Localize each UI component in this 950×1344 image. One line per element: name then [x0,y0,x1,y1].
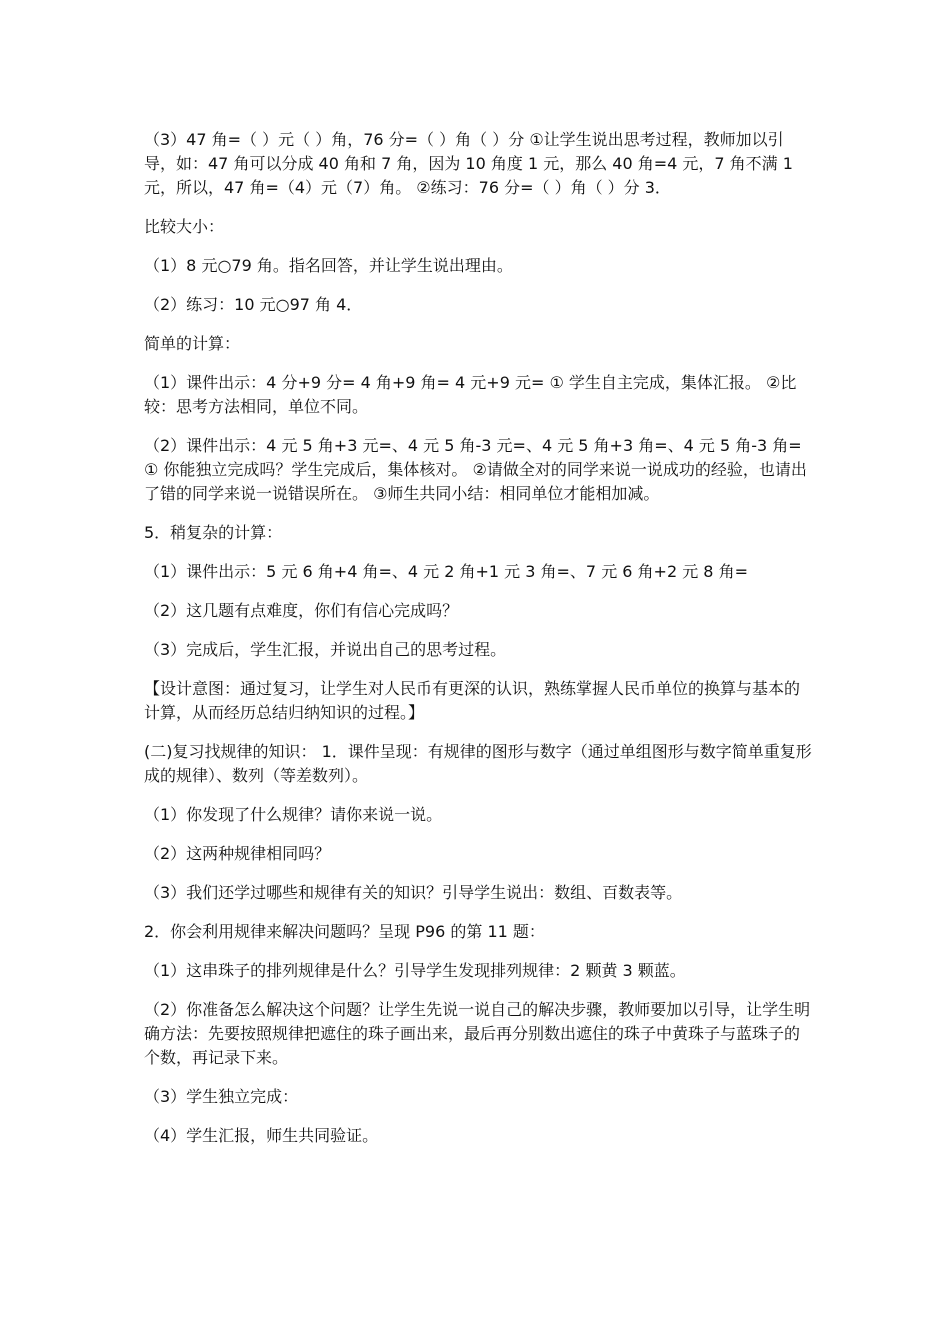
heading-review-patterns: (二)复习找规律的知识： 1．课件呈现：有规律的图形与数字（通过单组图形与数字简单重复形成的规律）、数列（等差数列）。 [144,742,812,785]
paragraph-beads-4: （4）学生汇报，师生共同验证。 [144,1126,379,1145]
paragraph-simple-calc-2: （2）课件出示：4 元 5 角+3 元=、4 元 5 角-3 元=、4 元 5 角+3 角=、4 元 5 角-3 角= ① 你能独立完成吗？学生完成后，集体核对。 ②请做全对的同学来说一说成功的经验，也请出了错的同学来说一说错误所在。 ③师生共同小结：相同单位才能相加减。 [144,436,807,503]
paragraph-complex-calc-1: （1）课件出示：5 元 6 角+4 角=、4 元 2 角+1 元 3 角=、7 元 6 角+2 元 8 角= [144,562,748,581]
paragraph-complex-calc-2: （2）这几题有点难度，你们有信心完成吗？ [144,601,459,620]
paragraph-complex-calc-3: （3）完成后，学生汇报，并说出自己的思考过程。 [144,640,507,659]
design-intent-note: 【设计意图：通过复习，让学生对人民币有更深的认识，熟练掌握人民币单位的换算与基本的计算，从而经历总结归纳知识的过程。】 [144,679,801,722]
paragraph-compare-1: （1）8 元○79 角。指名回答，并让学生说出理由。 [144,256,513,275]
heading-simple-calculation: 简单的计算： [144,334,241,353]
heading-compare-size: 比较大小： [144,217,225,236]
paragraph-beads-3: （3）学生独立完成： [144,1087,299,1106]
paragraph-pattern-2: （2）这两种规律相同吗？ [144,844,331,863]
document-page [144,128,814,1163]
paragraph-pattern-1: （1）你发现了什么规律？请你来说一说。 [144,805,443,824]
heading-complex-calculation: 5．稍复杂的计算： [144,523,283,542]
heading-use-patterns: 2．你会利用规律来解决问题吗？呈现 P96 的第 11 题： [144,922,545,941]
paragraph-conversion-47jiao: （3）47 角=（ ）元（ ）角，76 分=（ ）角（ ）分 ①让学生说出思考过程，教师加以引导，如：47 角可以分成 40 角和 7 角，因为 10 角度 1 元，那么 40 角=4 元，7 角不满 1 元，所以，47 角=（4）元（7）角。 ②练习：76 分=（ ）角（ ）分 3． [144,130,793,197]
paragraph-beads-2: （2）你准备怎么解决这个问题？让学生先说一说自己的解决步骤，教师要加以引导，让学生明确方法：先要按照规律把遮住的珠子画出来，最后再分别数出遮住的珠子中黄珠子与蓝珠子的个数，再记录下来。 [144,1000,811,1067]
paragraph-pattern-3: （3）我们还学过哪些和规律有关的知识？引导学生说出：数组、百数表等。 [144,883,683,902]
paragraph-beads-1: （1）这串珠子的排列规律是什么？引导学生发现排列规律：2 颗黄 3 颗蓝。 [144,961,686,980]
paragraph-compare-2: （2）练习：10 元○97 角 4． [144,295,363,314]
paragraph-simple-calc-1: （1）课件出示：4 分+9 分= 4 角+9 角= 4 元+9 元= ① 学生自主完成，集体汇报。 ②比较：思考方法相同，单位不同。 [144,373,797,416]
